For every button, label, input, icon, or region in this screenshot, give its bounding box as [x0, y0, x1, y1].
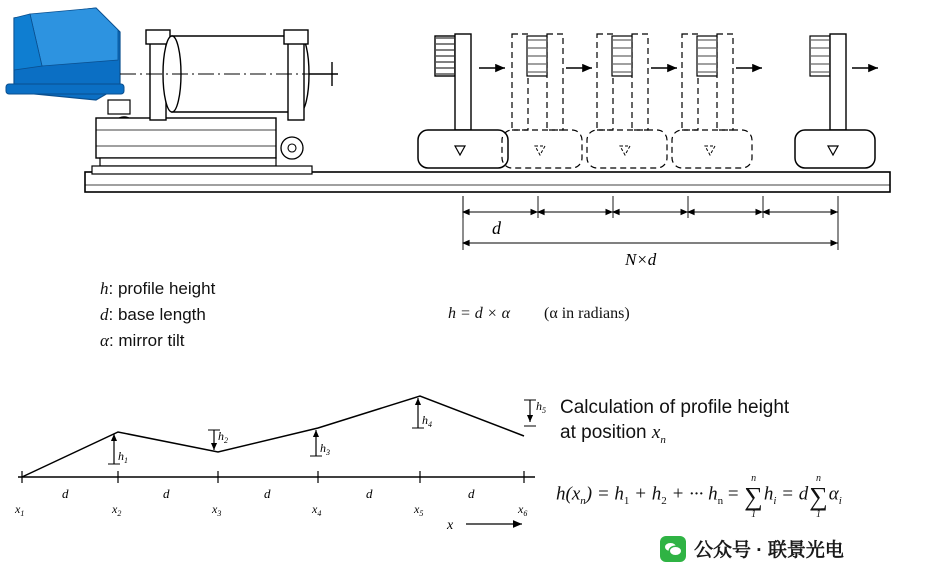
watermark-text: 公众号 · 联景光电 — [694, 540, 844, 561]
formula-plus2: + ··· h — [666, 483, 718, 505]
formula-h-equals-d-alpha — [448, 305, 630, 323]
svg-text:h1: $h_1$ — [118, 449, 128, 465]
dimension-d-label: d — [492, 218, 501, 238]
formula-equals: = — [723, 483, 744, 505]
svg-text:d: d — [366, 486, 373, 501]
summation-1-lower: 1 — [751, 509, 757, 520]
legend-item-h — [100, 276, 215, 302]
svg-text:h3: $h_3$ — [320, 441, 330, 457]
svg-text:d: d — [62, 486, 69, 501]
svg-text:x3: $x_3$ — [212, 502, 222, 518]
legend-symbol-alpha: α — [100, 331, 109, 350]
formula-term3-sub: n — [717, 495, 724, 508]
height-indicator-h5 — [524, 399, 546, 426]
calculation-caption-line2 — [560, 420, 789, 453]
svg-text:x2: $x_2$ — [112, 502, 122, 518]
formula-plus1: + h — [629, 483, 662, 505]
calculation-caption-prefix: at position — [560, 422, 652, 443]
collimated-beam-assembly — [120, 30, 338, 120]
legend-desc-h: : profile height — [108, 279, 216, 298]
formula-term2-sub: 2 — [661, 495, 667, 508]
svg-text:d: d — [468, 486, 475, 501]
carriage-start — [418, 34, 508, 168]
dimension-d — [463, 196, 838, 269]
height-indicator-h3 — [310, 430, 330, 457]
dimension-nd-label: N×d — [625, 250, 657, 269]
formula-lhs-sub: n — [580, 495, 586, 508]
summation-1-term: h — [763, 483, 774, 505]
svg-text:x: x — [447, 518, 454, 533]
legend-item-alpha — [100, 328, 215, 354]
summation-2-lower: 1 — [816, 509, 821, 520]
watermark — [660, 535, 844, 562]
summation-1-upper: n — [751, 473, 757, 484]
carriage-end — [795, 34, 875, 168]
symbol-legend — [100, 276, 215, 354]
summation-2-term: α — [828, 483, 839, 505]
optical-bench — [85, 172, 890, 192]
legend-symbol-h: h — [100, 279, 109, 298]
svg-text:h5: $h_5$ — [536, 399, 546, 415]
legend-symbol-d: d — [100, 305, 109, 324]
summation-2-upper: n — [816, 473, 821, 484]
svg-text:d: d — [163, 486, 170, 501]
calculation-caption-variable: x — [651, 422, 661, 443]
svg-text:h4: $h_4$ — [422, 413, 432, 429]
formula-term1-sub: 1 — [623, 495, 630, 508]
svg-text:x4: $x_4$ — [312, 502, 322, 518]
height-indicator-h2 — [208, 429, 228, 450]
summation-2-symbol: ∑ — [809, 482, 828, 511]
formula-lhs: h(x — [556, 483, 581, 505]
height-indicator-h4 — [412, 398, 432, 429]
svg-text:x1: $x_1$ — [15, 502, 25, 518]
summation-2 — [809, 474, 828, 520]
wechat-icon — [660, 536, 686, 562]
legend-item-d — [100, 302, 215, 328]
legend-desc-d: : base length — [108, 305, 206, 324]
formula-top-expression: h = d × α — [448, 305, 510, 322]
profile-plot — [14, 396, 546, 533]
formula-lhs-end: ) = h — [585, 483, 624, 505]
svg-text:h2: $h_2$ — [218, 429, 228, 445]
svg-text:x6: $x_6$ — [518, 502, 528, 518]
formula-top-note: (α in radians) — [544, 305, 630, 322]
formula-mid: = d — [776, 483, 809, 505]
mirror-blocks — [527, 36, 830, 76]
formula-profile-height-sum — [556, 472, 842, 518]
summation-1 — [744, 474, 763, 520]
summation-2-term-sub: i — [838, 495, 842, 508]
calculation-caption-subscript: n — [660, 433, 666, 446]
calculation-caption-line1: Calculation of profile height — [560, 397, 790, 418]
legend-desc-alpha: : mirror tilt — [108, 331, 185, 350]
svg-text:d: d — [264, 486, 271, 501]
svg-text:x5: $x_5$ — [414, 502, 424, 518]
summation-1-symbol: ∑ — [744, 482, 763, 511]
summation-1-term-sub: i — [773, 495, 777, 508]
height-indicator-h1 — [108, 434, 128, 465]
calculation-caption — [560, 395, 789, 453]
